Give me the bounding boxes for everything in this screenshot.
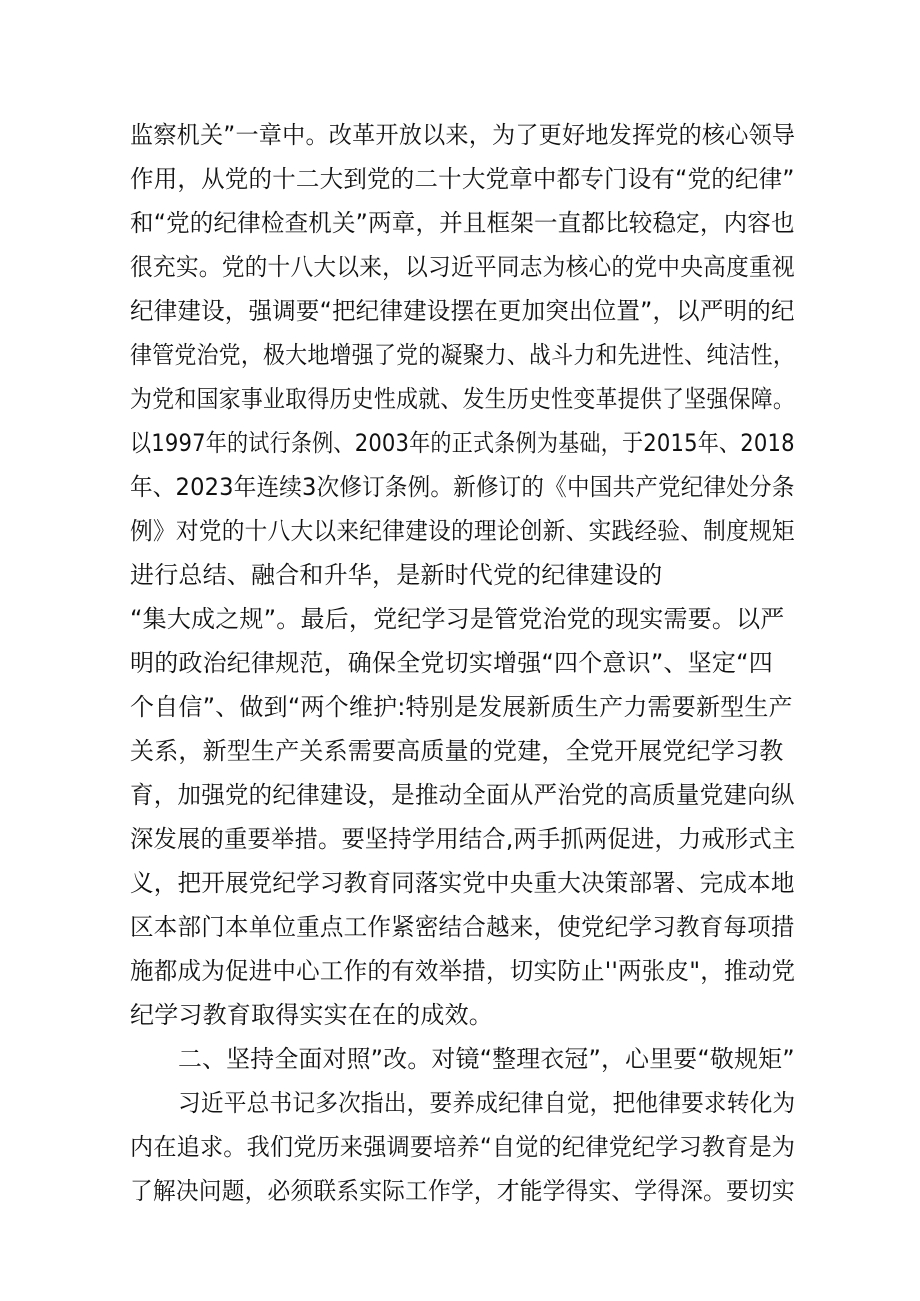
text-line: “集大成之规”。最后，党纪学习是管党治党的现实需要。以严 [130, 605, 785, 633]
text-line: 例》对党的十八大以来纪律建设的理论创新、实践经验、制度规矩 [130, 517, 795, 545]
text-line: 纪律建设，强调要“把纪律建设摆在更加突出位置”，以严明的纪 [130, 297, 795, 325]
text-line: 内在追求。我们党历来强调要培养“自觉的纪律党纪学习教育是为 [130, 1133, 796, 1161]
text-line: 了解决问题，必须联系实际工作学，才能学得实、学得深。要切实 [130, 1177, 795, 1205]
text-line: 施都成为促进中心工作的有效举措，切实防止''两张皮"，推动党 [130, 957, 796, 985]
text-line: 以1997年的试行条例、2003年的正式条例为基础，于2015年、2018 [130, 429, 795, 457]
text-line: 进行总结、融合和升华，是新时代党的纪律建设的 [130, 561, 663, 589]
text-line: 关系，新型生产关系需要高质量的党建，全党开展党纪学习教 [130, 737, 784, 765]
text-line: 明的政治纪律规范，确保全党切实增强“四个意识”、坚定“四 [130, 649, 773, 677]
text-line: 年、2023年连续3次修订条例。新修订的《中国共产党纪律处分条 [130, 473, 795, 501]
text-line: 律管党治党，极大地增强了党的凝聚力、战斗力和先进性、纯洁性， [130, 341, 796, 369]
text-line: 育，加强党的纪律建设，是推动全面从严治党的高质量党建向纵 [130, 781, 795, 809]
text-line: 深发展的重要举措。要坚持学用结合,两手抓两促进，力戒形式主 [130, 825, 796, 853]
text-line: 习近平总书记多次指出，要养成纪律自觉，把他律要求转化为 [178, 1089, 796, 1117]
text-line: 个自信”、做到“两个维护:特别是发展新质生产力需要新型生产 [130, 693, 793, 721]
text-line: 监察机关”一章中。改革开放以来，为了更好地发挥党的核心领导 [130, 121, 796, 149]
section-heading: 二、坚持全面对照”改。对镜“整理衣冠”，心里要“敬规矩” [178, 1045, 795, 1073]
text-line: 和“党的纪律检查机关”两章，并且框架一直都比较稳定，内容也 [130, 209, 795, 237]
text-line: 很充实。党的十八大以来，以习近平同志为核心的党中央高度重视 [130, 253, 795, 281]
text-line: 义，把开展党纪学习教育同落实党中央重大决策部署、完成本地 [130, 869, 795, 897]
text-line: 作用，从党的十二大到党的二十大党章中都专门设有“党的纪律” [130, 165, 795, 193]
text-line: 纪学习教育取得实实在在的成效。 [130, 1001, 493, 1029]
text-line: 区本部门本单位重点工作紧密结合越来，使党纪学习教育每项措 [130, 913, 795, 941]
text-line: 为党和国家事业取得历史性成就、发生历史性变革提供了坚强保障。 [130, 385, 796, 413]
